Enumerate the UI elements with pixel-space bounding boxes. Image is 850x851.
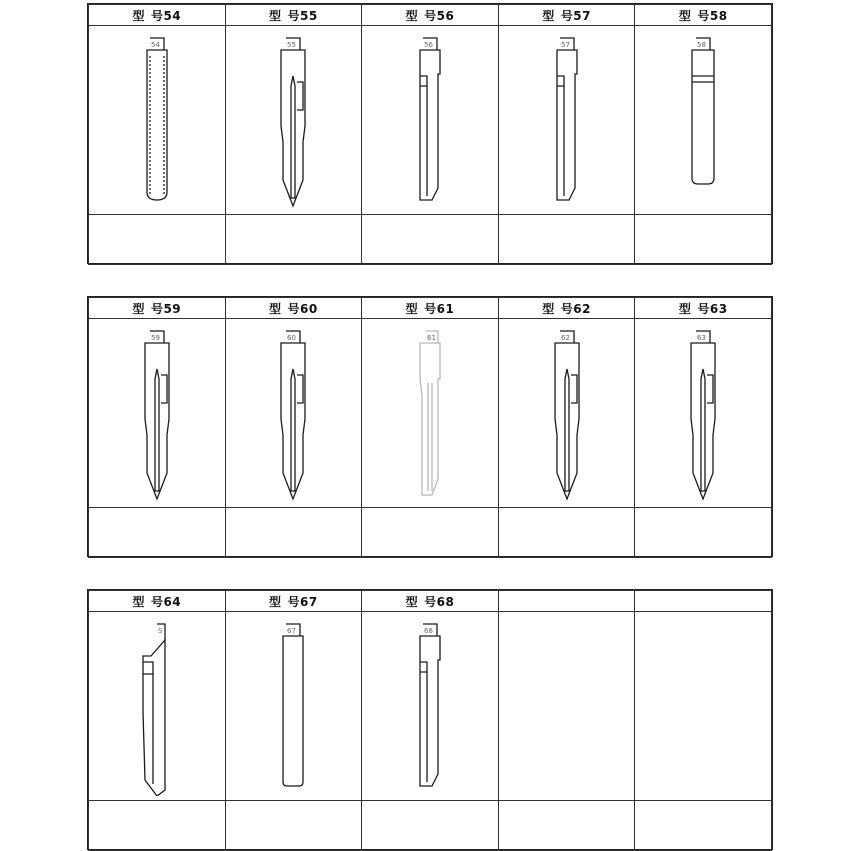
key-blade-cell xyxy=(635,319,772,508)
key-blade-60-icon xyxy=(263,323,323,503)
blade-number-tag: 67 xyxy=(287,627,297,635)
key-blade-cell xyxy=(498,319,635,508)
model-header-empty xyxy=(635,591,772,612)
key-blade-cell xyxy=(89,612,226,801)
model-header-55: 型 号55 xyxy=(225,5,362,26)
key-blade-59-icon xyxy=(127,323,187,503)
blade-groove-detail xyxy=(571,375,577,403)
note-cell xyxy=(362,215,499,265)
note-cell xyxy=(635,801,772,851)
key-blade-64-icon xyxy=(127,616,187,796)
blade-number-tag: 55 xyxy=(287,41,297,49)
model-header-54: 型 号54 xyxy=(89,5,226,26)
blade-number-tag: 57 xyxy=(560,41,570,49)
key-blade-55-icon xyxy=(263,30,323,210)
key-blade-62-icon xyxy=(537,323,597,503)
key-blade-cell xyxy=(225,319,362,508)
blade-number-tag: 63 xyxy=(697,334,707,342)
note-cell xyxy=(635,508,772,558)
note-cell xyxy=(362,801,499,851)
note-cell xyxy=(635,215,772,265)
key-blade-cell xyxy=(362,612,499,801)
key-blade-67-icon xyxy=(263,616,323,796)
key-blade-table-1 xyxy=(87,3,773,264)
blade-groove-detail xyxy=(297,82,303,110)
blade-body-outline xyxy=(691,343,715,499)
note-cell xyxy=(89,801,226,851)
blade-body-outline xyxy=(420,636,440,786)
blade-groove-detail xyxy=(291,76,295,198)
key-blade-cell-empty xyxy=(635,612,772,801)
blade-number-tag: 68 xyxy=(423,627,433,635)
model-header-63: 型 号63 xyxy=(635,298,772,319)
blade-body-outline xyxy=(281,50,305,206)
key-blade-cell xyxy=(635,26,772,215)
key-blade-cell xyxy=(89,319,226,508)
blade-body-outline xyxy=(281,343,305,499)
key-blade-58-icon xyxy=(673,30,733,210)
model-header-60: 型 号60 xyxy=(225,298,362,319)
blade-groove-detail xyxy=(155,369,159,491)
blade-body-outline xyxy=(283,636,303,786)
model-header-61: 型 号61 xyxy=(362,298,499,319)
blade-body-outline xyxy=(420,50,440,200)
key-blade-cell xyxy=(362,26,499,215)
key-blade-54-icon xyxy=(127,30,187,210)
blade-number-tag: S xyxy=(157,627,163,635)
blade-groove-detail xyxy=(565,369,569,491)
blade-number-tag: 61 xyxy=(426,334,436,342)
note-cell xyxy=(498,215,635,265)
blade-groove-detail xyxy=(143,662,153,674)
key-blade-cell xyxy=(89,26,226,215)
key-blade-cell xyxy=(362,319,499,508)
blade-groove-detail xyxy=(150,56,164,194)
model-header-64: 型 号64 xyxy=(89,591,226,612)
key-blade-table-2 xyxy=(87,296,773,557)
blade-groove-detail xyxy=(707,375,713,403)
blade-number-tag: 59 xyxy=(150,334,160,342)
blade-groove-detail xyxy=(557,76,564,86)
blade-groove-detail xyxy=(297,375,303,403)
note-cell xyxy=(498,801,635,851)
blade-groove-detail xyxy=(701,369,705,491)
blade-body-outline xyxy=(145,343,169,499)
blade-groove-detail xyxy=(428,383,432,491)
note-cell xyxy=(225,215,362,265)
model-header-68: 型 号68 xyxy=(362,591,499,612)
blade-number-tag: 62 xyxy=(560,334,570,342)
blade-body-outline xyxy=(557,50,577,200)
key-blade-table-3 xyxy=(87,589,773,850)
model-header-59: 型 号59 xyxy=(89,298,226,319)
model-header-57: 型 号57 xyxy=(498,5,635,26)
key-blade-68-icon xyxy=(400,616,460,796)
blade-body-outline xyxy=(143,640,165,796)
model-header-67: 型 号67 xyxy=(225,591,362,612)
blade-groove-detail xyxy=(161,375,167,403)
key-blade-cell xyxy=(225,26,362,215)
blade-body-outline xyxy=(692,50,714,184)
note-cell xyxy=(225,801,362,851)
key-blade-cell xyxy=(498,26,635,215)
key-blade-57-icon xyxy=(537,30,597,210)
note-cell xyxy=(89,508,226,558)
model-header-62: 型 号62 xyxy=(498,298,635,319)
key-blade-cell-empty xyxy=(498,612,635,801)
key-blade-cell xyxy=(225,612,362,801)
model-header-58: 型 号58 xyxy=(635,5,772,26)
blade-number-tag: 58 xyxy=(697,41,707,49)
model-header-56: 型 号56 xyxy=(362,5,499,26)
blade-groove-detail xyxy=(692,76,714,82)
blade-body-outline xyxy=(420,343,440,495)
blade-number-tag: 60 xyxy=(287,334,297,342)
note-cell xyxy=(89,215,226,265)
blade-number-tag: 56 xyxy=(423,41,433,49)
key-blade-63-icon xyxy=(673,323,733,503)
blade-number-tag: 54 xyxy=(150,41,160,49)
model-header-empty xyxy=(498,591,635,612)
note-cell xyxy=(362,508,499,558)
blade-groove-detail xyxy=(420,662,427,672)
blade-groove-detail xyxy=(420,76,427,86)
note-cell xyxy=(225,508,362,558)
key-blade-61-icon xyxy=(400,323,460,503)
note-cell xyxy=(498,508,635,558)
blade-groove-detail xyxy=(291,369,295,491)
key-blade-56-icon xyxy=(400,30,460,210)
blade-body-outline xyxy=(555,343,579,499)
